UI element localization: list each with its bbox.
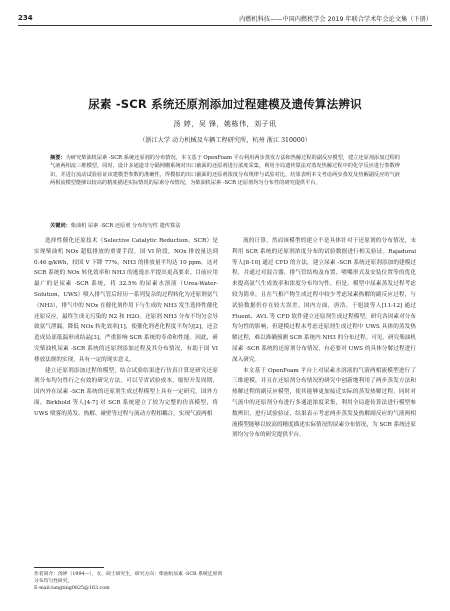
author-email: E-mail:tangting0825@163.com xyxy=(34,586,110,592)
body-paragraph: 选择性催化还原技术（Selective Catalytic Reduction，SCR）是实现柴油机 NOx 超低排放的重要手段。国 VI 阶段，NOx 排放量达到 0.46 g/kWh，较国 V 下降 77%，NH3 的排放量平均达 10 ppm，这对 SCR 系统的 NOx 转化效率和 NH3 的逃逸水平提出更高要求。目前应用最广的是尿素 -SCR 系统，将 32.5% 的尿素水溶液（Urea-Water-Solution，UWS）喷入排气管后经历一系列复杂的过程转化为还原剂氨气（NH3），排气中的 NOx 在催化剂作用下与生成的 NH3 发生选择性催化还原反应，最终生成无污染的 N2 和 H2O。还原剂 NH3 分布不均匀会导致氨气泄漏，降低 NOx 转化效率[1]，使催化剂老化程度不均匀[2]，还会造成局部低温形成结晶[3]，严重影响 SCR 系统的寿命和性能。因此，研究柴油机尿素 -SCR 系统的还原剂添加过程及其分布情况，有助于国 VI 排放法规的实现，具有一定的现实意义。 xyxy=(34,238,218,363)
running-header xyxy=(18,14,432,28)
body-column-left xyxy=(34,236,218,420)
keywords-label: 关键词： xyxy=(50,223,71,229)
footnote-rule xyxy=(34,567,104,568)
keywords-text: 柴油机 尿素 -SCR 还原剂 分布均匀性 遗传算法 xyxy=(70,223,181,229)
affiliation: （浙江大学 动力机械及车辆工程研究所，杭州 浙江 310000） xyxy=(139,137,311,144)
body-paragraph: 建立还原剂添加过程的模型，结合试验结果进行仿真计算是研究还原剂分布均匀性行之有效的研究方法，可以节省试验成本，缩短开发周期，国内外在尿素 -SCR 系统的还原剂生成过程模型上具有一定研究。国外方面，Birkhold 等人[4-7] 对 SCR 系统建立了较为完整的仿真模型，将 UWS 喷雾的蒸发、热解、碰壁等过程与流动方程相耦合，实现气液两相 xyxy=(34,367,218,417)
header-rule xyxy=(18,25,432,26)
abstract-label: 摘要： xyxy=(50,155,66,161)
footnote xyxy=(34,571,224,593)
page-number: 234 xyxy=(18,14,33,22)
running-title: 内燃机科技——中国内燃机学会 2019 年联合学术年会论文集（下册） xyxy=(239,16,432,23)
body-paragraph: 流的计算。然而该模型的建立不是具体针对于还原剂的分布情况，未利用 SCR 系统的还原剂浓度分布的试验数据进行相关验证。Rajadurai 等人[8-10] 通过 CFD 的方法，建立尿素 -SCR 系统还原剂添加的建模过程，并通过对混合器、排气管结构及布置、喷嘴形式及安装位置等的优化来提高氨气生成效率和浓度分布均匀性。但是，模型中尿素蒸发过程考虑较为简单，且在气相产物生成过程中较少考虑尿素热解的副反应过程，与试验数据仍存在较大误差。国内方面，唐浩、于旭波等人[11-12] 通过 Fluent、AVL 等 CFD 软件建立还原剂生成过程模型，研究各因素对分布均匀性的影响，但建模过程未考虑还原剂生成过程中 UWS 具体的蒸发热解过程，难以准确预测 SCR 系统内 NH3 的分布过程。可见，研究柴油机尿素 -SCR 系统的还原剂分布情况，有必要对 UWS 的具体分解过程进行深入研究。 xyxy=(232,238,416,363)
abstract-text: 为研究柴油机尿素 -SCR 系统还原剂的分布情况，本文基于 OpenFoam 平台利用两步蒸发方法和热解过程的副反应模型，建立还原剂添加过程的气液两相流三维模型。同时，设计多通道非分隔网栅系统对出口截面的还原剂进行浓度采集，利用全局遗传算法对蒸发热解过程中的化学反应进行参数辨识，并进行流动试验验证该建模型参数的准确性，得模拟的出口截面的还原剂浓度分布规律与试验对比，结果表明本文考虑两步蒸发及热解副反应的气液两相流模型能够以较高的精度描述实际情况的尿素分布情况，为柴油机尿素 -SCR 还原剂均匀分布性的研究提供平台。 xyxy=(50,155,400,187)
article-title: 尿素 -SCR 系统还原剂添加过程建模及遗传算法辨识 xyxy=(88,97,362,111)
keywords xyxy=(50,222,400,229)
body-column-right xyxy=(232,236,416,441)
author-list: 汤 婷，吴 锋，姚栋伟，刘子讯 xyxy=(173,120,277,128)
author-info: 作者简介：汤婷（1994—），女，硕士研究生，研究方向：柴油机尿素 -SCR 系统还原剂分布均匀性研究。 xyxy=(34,572,223,585)
body-paragraph: 本文基于 OpenFoam 平台上对尿素水溶液的气液两相流模型进行了三维建模，并且在还原剂分布情况的研究中创新地利用了两步蒸发方法和热解过程的副反应模型，使其能够更加接近实际的蒸发热解过程。同时对气流中的还原剂分布进行多通道浓度采集，利用全局遗传算法进行模型参数辨识，进行试验验证，结果表示考虑两步蒸发及热解副反应的气液两相流模型能够以较高的精度描述实际情况的尿素分布情况，为 SCR 系统还原剂均匀分布的研究提供平台。 xyxy=(232,367,416,439)
abstract xyxy=(50,154,400,188)
